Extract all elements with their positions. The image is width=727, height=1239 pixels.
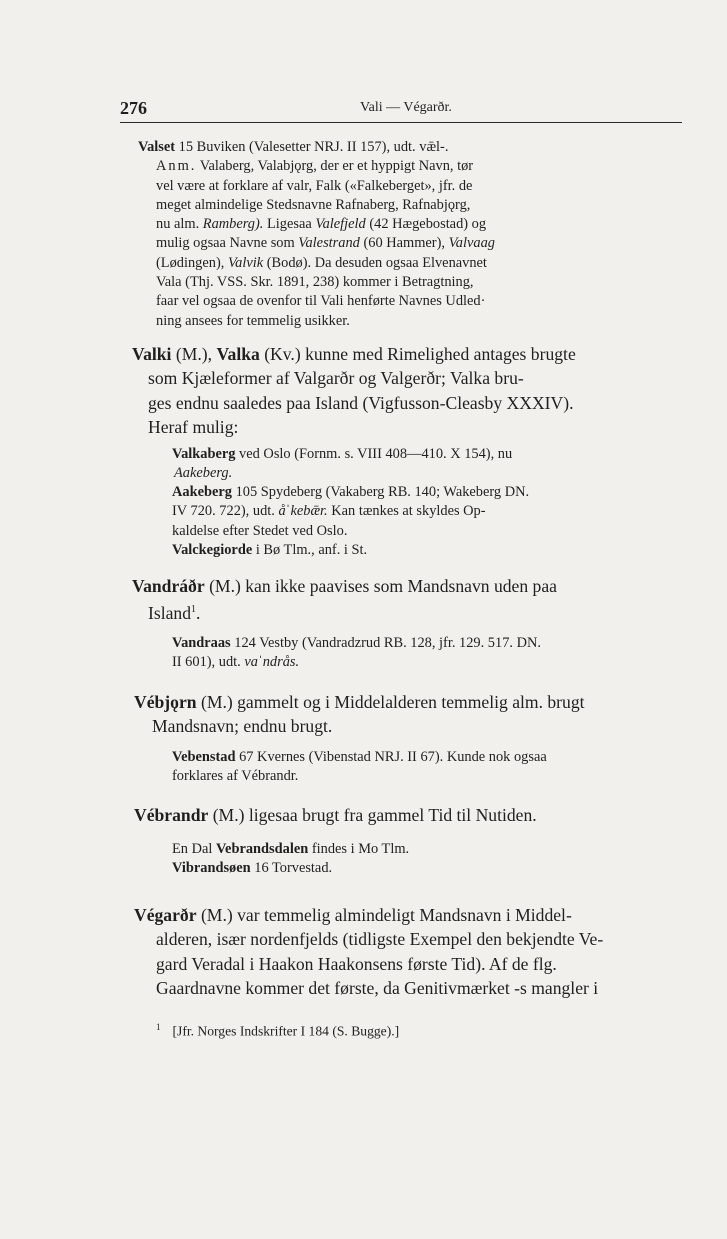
headword: Vebrandsdalen — [215, 841, 309, 857]
entry-text: . — [196, 603, 201, 624]
entry-text: (42 Hægebostad) og — [369, 216, 487, 233]
headword: Vébrandr — [134, 805, 209, 825]
running-title: Vali — Végarðr. — [360, 100, 452, 115]
entry-text: (Kv.) kunne med Rimelighed antages brugte — [264, 344, 576, 364]
headword: Valka — [216, 344, 260, 364]
entry-text: Valestrand — [298, 235, 360, 252]
entry-text: Heraf mulig: — [148, 417, 239, 438]
entry-text: En Dal — [172, 841, 213, 857]
entry-text: Valaberg, Valabjǫrg, der er et hyppigt Navn, tør — [199, 158, 474, 175]
entry-text: åˈkebǣr. — [278, 503, 328, 520]
entry-text: IV 720. 722), udt. — [172, 503, 275, 520]
entry-text: kaldelse efter Stedet ved Oslo. — [172, 522, 348, 539]
headword: Valset — [138, 139, 176, 155]
footnote-text: [Jfr. Norges Indskrifter I 184 (S. Bugge).] — [172, 1023, 400, 1039]
headword: Valkaberg — [172, 446, 236, 462]
entry-text: Valefjeld — [315, 216, 366, 233]
entry-vebjorn — [134, 690, 682, 739]
entry-valki — [132, 342, 680, 440]
headword: Aakeberg — [172, 484, 232, 500]
entry-vebenstad — [172, 748, 682, 787]
entry-aakeberg — [172, 483, 682, 541]
headword: Vandraas — [172, 635, 231, 651]
entry-text: (Lødingen), — [156, 254, 225, 271]
entry-text: Vala (Thj. VSS. Skr. 1891, 238) kommer i Betragtning, — [156, 274, 474, 291]
headword: Valckegiorde — [172, 542, 253, 558]
entry-text: Gaardnavne kommer det første, da Genitivmærket -s mangler i — [156, 978, 599, 999]
entry-text: Valvik — [227, 254, 264, 271]
page-number: 276 — [120, 98, 147, 118]
entry-text: vaˈndrås. — [244, 654, 300, 671]
headword: Vibrandsøen — [172, 860, 251, 877]
entry-text: Ligesaa — [267, 216, 312, 233]
entry-text: (M.) kan ikke paavises som Mandsnavn uden paa — [209, 576, 557, 596]
entry-text: (M.), — [175, 344, 213, 364]
entry-text: vel være at forklare af valr, Falk («Falkeberget», jfr. de — [156, 177, 473, 194]
entry-text: Kan tænkes at skyldes Op- — [331, 503, 486, 520]
entry-vandradr — [132, 574, 680, 626]
entry-text: gard Veradal i Haakon Haakonsens første Tid). Af de flg. — [156, 953, 557, 974]
entry-text: faar vel ogsaa de ovenfor til Vali henførte Navnes Udled· — [156, 293, 486, 310]
entry-vandraas — [172, 634, 682, 673]
entry-text: i Bø Tlm., anf. i St. — [255, 542, 368, 558]
entry-text: Aakeberg. — [174, 465, 233, 482]
entry-text: mulig ogsaa Navne som — [156, 235, 295, 252]
entry-text: som Kjæleformer af Valgarðr og Valgerðr; Valka bru- — [148, 368, 524, 389]
entry-text: forklares af Vébrandr. — [172, 768, 299, 785]
entry-text: Ramberg). — [202, 216, 264, 233]
entry-text: Mandsnavn; endnu brugt. — [152, 716, 333, 737]
anm-label: Anm. — [156, 158, 197, 175]
entry-text: 105 Spydeberg (Vakaberg RB. 140; Wakeberg DN. — [235, 484, 530, 500]
entry-vegardr — [134, 903, 682, 1001]
entry-text: (M.) ligesaa brugt fra gammel Tid til Nutiden. — [212, 805, 537, 825]
entry-text: (M.) gammelt og i Middelalderen temmelig alm. brugt — [200, 692, 585, 712]
entry-text: (Bodø). Da desuden ogsaa Elvenavnet — [266, 254, 487, 271]
entry-text: 16 Torvestad. — [254, 860, 333, 877]
footnote-marker: 1 — [156, 1022, 161, 1032]
entry-text: Valvaag — [448, 235, 495, 252]
headword: Végarðr — [134, 905, 197, 925]
entry-text: 15 Buviken (Valesetter NRJ. II 157), udt. vǣl-. — [178, 139, 449, 155]
entry-vebrandr — [134, 803, 682, 827]
entry-text: ning ansees for temmelig usikker. — [156, 312, 350, 329]
entry-text: findes i Mo Tlm. — [311, 841, 410, 857]
headword: Valki — [132, 344, 172, 364]
entry-text: Island — [148, 603, 191, 624]
page-header — [120, 96, 682, 123]
entry-valckegiorde — [172, 541, 682, 560]
entry-text: 124 Vestby (Vandradzrud RB. 128, jfr. 129. 517. DN. — [234, 635, 541, 651]
entry-text: nu alm. — [156, 216, 200, 233]
headword: Vébjǫrn — [134, 692, 197, 712]
footnote — [156, 1022, 399, 1040]
headword: Vandráðr — [132, 576, 205, 596]
entry-text: ges endnu saaledes paa Island (Vigfusson-Cleasby XXXIV). — [148, 392, 574, 413]
footnote-reference: 1 — [191, 604, 196, 616]
entry-text: (M.) var temmelig almindeligt Mandsnavn i Middel- — [200, 905, 572, 925]
entry-text: 67 Kvernes (Vibenstad NRJ. II 67). Kunde nok ogsaa — [239, 749, 547, 765]
entry-text: alderen, især nordenfjelds (tidligste Exempel den bekjendte Ve- — [156, 929, 604, 950]
entry-text: ved Oslo (Fornm. s. VIII 408—410. X 154), nu — [239, 446, 513, 462]
entry-valset — [138, 138, 678, 331]
entry-vebrandsdalen — [172, 840, 682, 879]
entry-text: (60 Hammer), — [363, 235, 445, 252]
entry-text: II 601), udt. — [172, 654, 241, 671]
entry-text: meget almindelige Stedsnavne Rafnaberg, Rafnabjǫrg, — [156, 196, 471, 213]
entry-valkaberg — [172, 445, 682, 484]
headword: Vebenstad — [172, 749, 236, 765]
